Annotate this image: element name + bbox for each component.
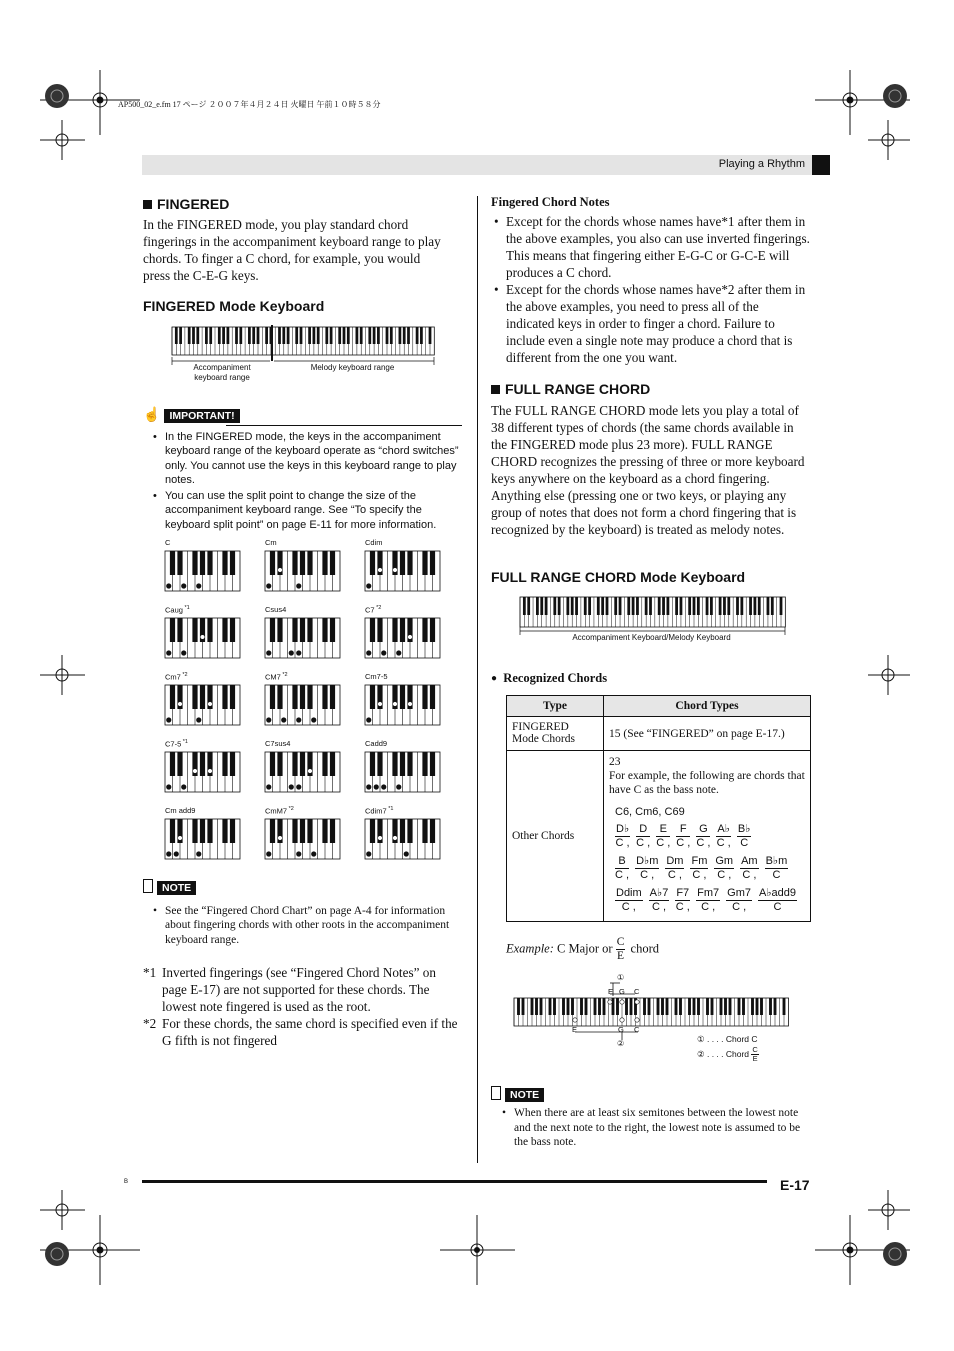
diagram-brackets: [570, 980, 650, 1046]
important-item: • You can use the split point to change the size of the accompaniment keyboard range. See “To specify the keyboard split point” on page E-11 for more information.: [151, 489, 463, 532]
column-divider: [477, 196, 478, 1163]
footnotes: [143, 964, 463, 1049]
slash-chord: $\frac{\text{Ddim}}{C ,}$: [616, 887, 642, 913]
row2-count: 23: [609, 756, 621, 768]
chord-diagram: [263, 683, 343, 729]
footnote-text: Inverted fingerings (see “Fingered Chord Notes” on page E-17) are not supported for these chords. The lowest note fingered is used as the root.: [162, 965, 436, 1014]
chord-grid: [160, 538, 460, 868]
chord-label: C: [165, 538, 171, 547]
important-label: IMPORTANT!: [164, 409, 239, 423]
row2-type: Other Chords: [507, 751, 604, 922]
footnote-text: For these chords, the same chord is specified even if the G fifth is not fingered: [162, 1016, 458, 1048]
running-head: Playing a Rhythm: [718, 158, 805, 170]
example-prefix: Example:: [506, 941, 554, 956]
important-rule: [226, 425, 462, 426]
chord-diagram: [163, 750, 243, 796]
chord-label: Cm: [265, 538, 277, 547]
example-fraction: [616, 936, 626, 963]
chord-label: Cm7 $^{*2}$: [165, 672, 188, 682]
slash-chord: $\frac{B♭}{C}$: [737, 823, 751, 849]
fingered-chord-notes-heading: Fingered Chord Notes: [491, 195, 610, 209]
chord-diagram: [163, 549, 243, 595]
diagram-top-note: G: [619, 987, 625, 996]
chord-label: C7-5 $^{*1}$: [165, 739, 188, 749]
diagram-legend-2: [697, 1046, 761, 1063]
chord-diagram: [363, 683, 443, 729]
full-range-chord-heading: FULL RANGE CHORD: [491, 381, 650, 397]
example-keyboard-diagram: [513, 996, 791, 1030]
note-item: • When there are at least six semitones between the lowest note and the next note to the right, the lowest note is assumed to be the bass note.: [500, 1106, 812, 1150]
slash-chord: $\frac{\text{A♭add9}}{C}$: [759, 887, 797, 913]
slash-chord: $\frac{B♭m}{C}$: [765, 855, 788, 881]
diagram-marker-top: ①: [617, 973, 625, 982]
example-line: [506, 936, 659, 963]
chord-label: CM7 $^{*2}$: [265, 672, 288, 682]
fingered-heading: FINGERED: [143, 196, 229, 212]
slash-chords-row-3: [615, 887, 805, 914]
note-box-left: [143, 878, 196, 896]
diagram-bottom-note: G: [618, 1025, 624, 1034]
page-number: E-17: [780, 1177, 810, 1193]
row2-description: For example, the following are chords that have C as the bass note.: [609, 770, 805, 796]
note-box-right: [491, 1085, 544, 1103]
chord-diagram: [263, 616, 343, 662]
important-box: [143, 406, 240, 424]
slash-chord: $\frac{Am}{C ,}$: [741, 855, 758, 881]
chord-diagram: [363, 750, 443, 796]
note-label: NOTE: [157, 881, 196, 895]
slash-chord: $\frac{B}{C ,}$: [615, 855, 630, 881]
footnote-1: [143, 964, 463, 1015]
recognized-chords-table: [506, 695, 811, 922]
melody-range-label: Melody keyboard range: [310, 363, 395, 372]
diagram-bottom-note: C: [634, 1025, 640, 1034]
example-suffix: chord: [630, 941, 659, 956]
print-header: AP500_02_e.fm 17 ページ ２００７年４月２４日 火曜日 午前１０時５８分: [118, 100, 381, 109]
important-list: [151, 430, 463, 532]
chord-label: Cm7-5: [365, 672, 388, 681]
footer-rule: [142, 1180, 767, 1183]
footnote-2: [143, 1015, 463, 1049]
fingered-chord-notes-list: [492, 213, 810, 366]
row1-type: FINGERED Mode Chords: [507, 717, 604, 751]
frc-keyboard-heading: FULL RANGE CHORD Mode Keyboard: [491, 569, 746, 585]
chord-diagram: [263, 549, 343, 595]
fingered-paragraph: In the FINGERED mode, you play standard chord fingerings in the accompaniment keyboard range to play chords. To finger a C chord, for example, you would press the C-E-G keys.: [143, 217, 441, 283]
slash-chord: $\frac{Gm7}{C ,}$: [727, 887, 752, 913]
running-head-tab: [812, 155, 830, 175]
slash-chord: $\frac{D♭m}{C ,}$: [636, 855, 659, 881]
chord-label: Cdim7 $^{*1}$: [365, 806, 394, 816]
example-denominator: E: [617, 950, 625, 962]
fcn-item: • Except for the chords whose names have*1 after them in the above examples, you also can use inverted fingerings. This means that fingering either E-G-C or G-C-E will produces a C chord.: [492, 213, 810, 281]
chord-label: Caug $^{*1}$: [165, 605, 190, 615]
slash-chord: $\frac{A♭}{C ,}$: [716, 823, 731, 849]
important-item: • In the FINGERED mode, the keys in the accompaniment keyboard range of the keyboard operate as “chord switches” only. You cannot use the keys in this keyboard range to play notes.: [151, 430, 463, 487]
example-numerator: C: [616, 936, 625, 948]
slash-chords-row-2: [615, 855, 805, 882]
chord-diagram: [363, 616, 443, 662]
chord-diagram: [163, 616, 243, 662]
note-icon: [491, 1086, 501, 1100]
note-item: • See the “Fingered Chord Chart” on page A-4 for information about fingering chords with other roots in the accompaniment keyboard range.: [151, 904, 456, 947]
recognized-chords-heading: ● Recognized Chords: [491, 671, 608, 685]
slash-chord: $\frac{A♭7}{C ,}$: [649, 887, 669, 913]
row1-value: 15 (See “FINGERED” on page E-17.): [604, 717, 811, 751]
diagram-marker-bottom: ②: [617, 1039, 625, 1048]
legend-2-numerator: C: [752, 1045, 758, 1054]
legend-2-prefix: ② . . . . Chord: [697, 1048, 750, 1059]
simple-chords: C6, Cm6, C69: [615, 806, 685, 818]
chord-label: Cm add9: [165, 806, 196, 815]
chord-label: C7sus4: [265, 739, 291, 748]
diagram-top-note: E: [608, 987, 614, 996]
chord-label: Cdim: [365, 538, 383, 547]
chord-diagram: [263, 750, 343, 796]
slash-chords-row-1: [615, 823, 805, 850]
row2-value: [604, 751, 811, 922]
frc-keyboard-label: Accompaniment Keyboard/Melody Keyboard: [572, 633, 731, 642]
fingered-mode-keyboard-heading: FINGERED Mode Keyboard: [143, 298, 325, 314]
diagram-bottom-note: E: [572, 1025, 578, 1034]
diagram-legend-1: ① . . . . Chord C: [697, 1034, 758, 1044]
slash-chord: $\frac{Fm7}{C ,}$: [697, 887, 720, 913]
footnote-mark: *2: [143, 1016, 157, 1031]
slash-chord: $\frac{Dm}{C ,}$: [666, 855, 684, 881]
chord-diagram: [163, 683, 243, 729]
slash-chord: $\frac{E}{C ,}$: [656, 823, 671, 849]
slash-chord: $\frac{Fm}{C ,}$: [691, 855, 708, 881]
full-range-chord-paragraph: The FULL RANGE CHORD mode lets you play a total of 38 different types of chords (the same chords available in the FINGERED mode plus 23 more). FULL RANGE CHORD recognizes the pressing of three or more keyboard keys anywhere on the keyboard as a chord fingering. Anything else (pressing one or two keys, or playing any group of notes that does not form a chord fingering that is recognized by the keyboard) is treated as melody notes.: [491, 403, 805, 537]
chord-label: Csus4: [265, 605, 287, 614]
legend-2-fraction: [751, 1046, 758, 1063]
accompaniment-range-label: Accompaniment keyboard range: [193, 363, 251, 382]
diagram-top-note: C: [634, 987, 640, 996]
chord-diagram: [163, 817, 243, 863]
note-list-right: [500, 1106, 812, 1150]
hand-icon: ☝: [143, 408, 161, 423]
slash-chord: $\frac{F7}{C ,}$: [675, 887, 690, 913]
slash-chord: $\frac{Gm}{C ,}$: [715, 855, 734, 881]
note-icon: [143, 879, 153, 893]
slash-chord: $\frac{D}{C ,}$: [636, 823, 651, 849]
footnote-mark: *1: [143, 965, 157, 980]
note-list-left: [151, 904, 456, 947]
table-header-chord-types: Chord Types: [604, 696, 811, 717]
note-label: NOTE: [505, 1088, 544, 1102]
footer-mark: B: [124, 1179, 129, 1185]
chord-diagram: [363, 549, 443, 595]
chord-label: Cadd9: [365, 739, 388, 748]
chord-diagram: [263, 817, 343, 863]
legend-2-denominator: E: [752, 1054, 758, 1063]
slash-chord: $\frac{D♭}{C ,}$: [615, 823, 630, 849]
example-text: C Major or: [557, 941, 613, 956]
slash-chord: $\frac{G}{C ,}$: [696, 823, 711, 849]
table-header-type: Type: [507, 696, 604, 717]
chord-label: CmM7 $^{*2}$: [265, 806, 294, 816]
chord-diagram: [363, 817, 443, 863]
fcn-item: • Except for the chords whose names have*2 after them in the above examples, you need to press all of the indicated keys in order to finger a chord. Failure to include even a single note may produce a chord that is different from the one you want.: [492, 281, 810, 366]
slash-chord: $\frac{F}{C ,}$: [676, 823, 691, 849]
chord-label: C7 $^{*2}$: [365, 605, 382, 615]
